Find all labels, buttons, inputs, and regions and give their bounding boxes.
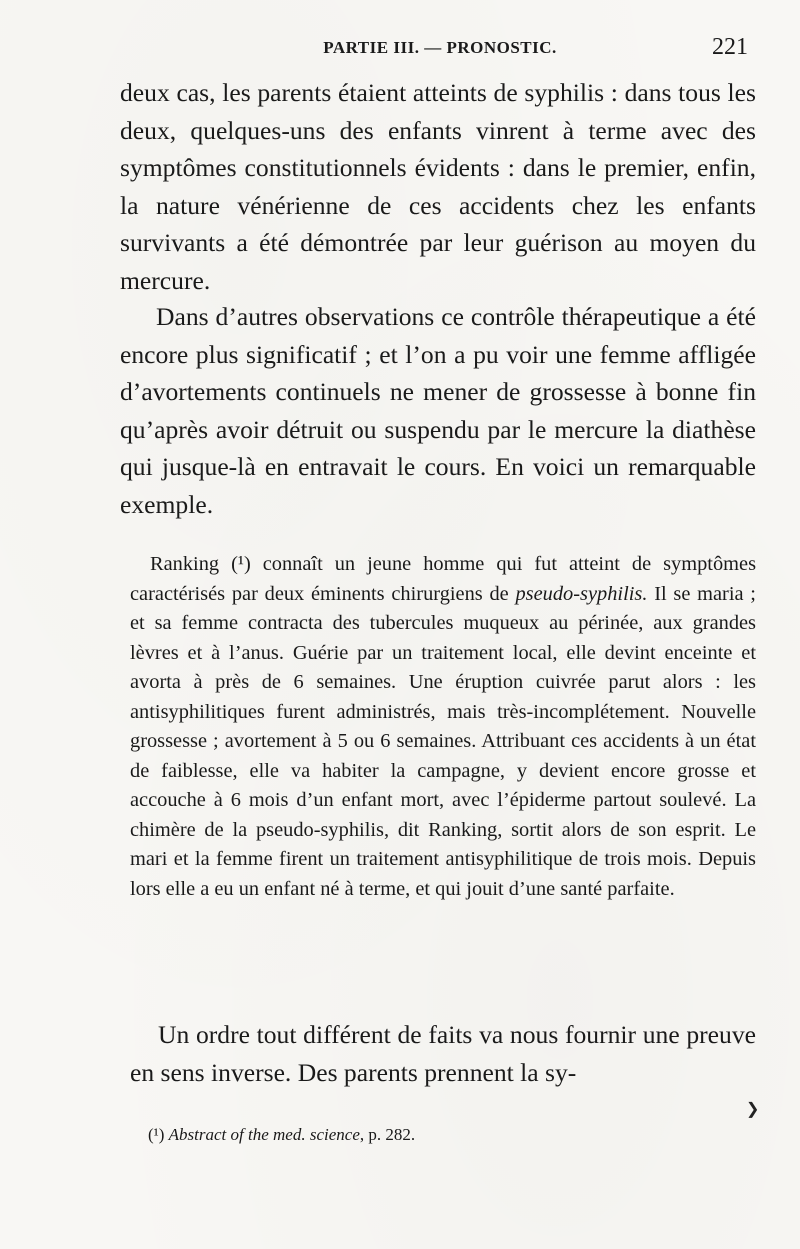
- page-number: 221: [712, 34, 748, 60]
- quote-text-2: Il se maria ; et sa femme contracta des tubercules muqueux au périnée, aux grandes lèvres et à l’anus. Guérie par un traitement local, elle devint enceinte et avorta à près de 6 semaines. Une éruption cuivrée parut alors : les antisyphilitiques furent administrés, mais très-incomplétement. Nouvelle grossesse ; avortement à 5 ou 6 semaines. Attribuant ces accidents à un état de faiblesse, elle va habiter la campagne, y devient encore grosse et accouche à 6 mois d’un enfant mort, avec l’épiderme partout soulevé. La chimère de la pseudo-syphilis, dit Ranking, sortit alors de son esprit. Le mari et la femme firent un traitement antisyphilitique de trois mois. Depuis lors elle a eu un enfant né à terme, et qui jouit d’une santé parfaite.: [130, 582, 756, 900]
- footnote: [148, 1124, 415, 1146]
- footnote-marker: (¹): [148, 1125, 165, 1144]
- paragraph-1: deux cas, les parents étaient atteints de syphilis : dans tous les deux, quelques-uns des enfants vinrent à terme avec des symptômes constitutionnels évidents : dans le premier, enfin, la nature vénérienne de ces accidents chez les enfants survivants a été démontrée par leur guérison au moyen du mercure.: [120, 78, 756, 295]
- page-header: [120, 34, 760, 64]
- paragraph-2: Dans d’autres observations ce contrôle thérapeutique a été encore plus significatif ; et l’on a pu voir une femme affligée d’avortements continuels ne mener de grossesse à bonne fin qu’après avoir détruit ou suspendu par le mercure la diathèse qui jusque-là en entravait le cours. En voici un remarquable exemple.: [120, 302, 756, 519]
- case-report-quote: [130, 550, 756, 904]
- quote-text-1: Ranking (¹) connaît un jeune homme qui fut atteint de symptômes caractérisés par deux éminents chirurgiens de: [130, 553, 756, 605]
- paragraph-3: Un ordre tout différent de faits va nous fournir une preuve en sens inverse. Des parents prennent la sy-: [130, 1020, 756, 1087]
- running-head: PARTIE III. — PRONOSTIC.: [323, 38, 557, 57]
- footnote-page: , p. 282.: [359, 1125, 416, 1144]
- footnote-title: Abstract of the med. science: [168, 1125, 360, 1144]
- quote-italic-term: pseudo-syphilis.: [515, 582, 648, 605]
- printer-mark-icon: ❯: [746, 1101, 760, 1118]
